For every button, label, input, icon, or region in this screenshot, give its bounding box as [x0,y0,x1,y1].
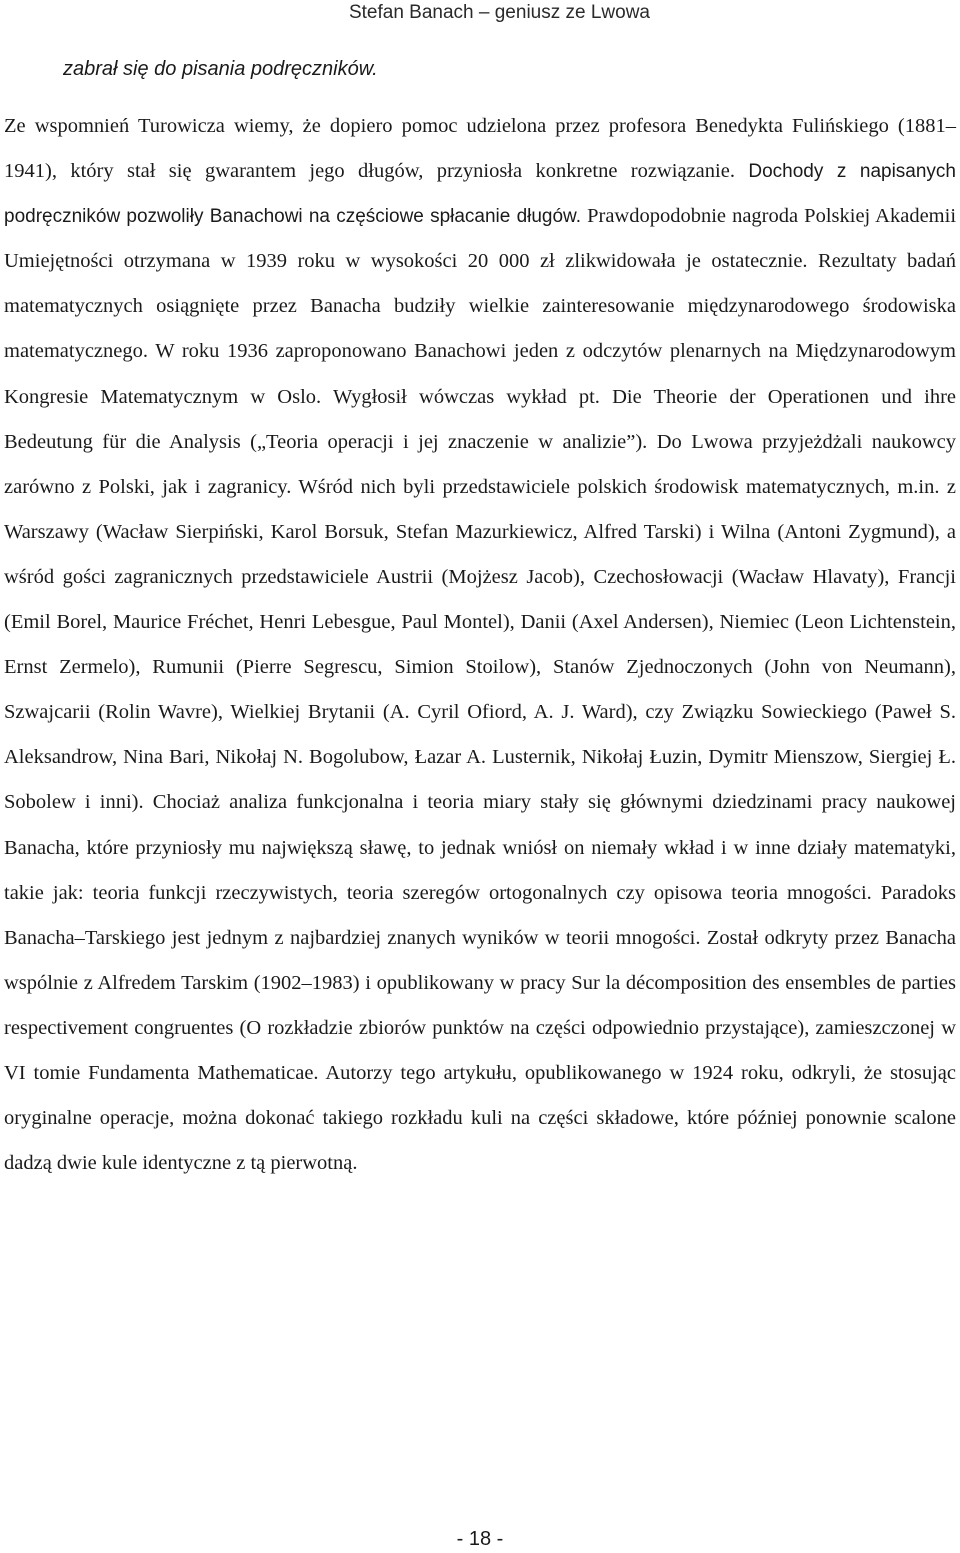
running-header: Stefan Banach – geniusz ze Lwowa [348,2,650,23]
sentence-4: Rezultaty badań matematycznych osiągnięte przez Banacha budziły wielkie zainteresowanie międzynarodowego środowiska matematycznego. [4,250,956,363]
quote-continuation: zabrał się do pisania podręczników. [63,58,378,80]
sentence-2: Dochody z napisanych podręczników pozwoliły Banachowi na częściowe spłacanie długów. [4,161,957,228]
sentence-5: W roku 1936 zaproponowano Banachowi jeden z odczytów plenarnych na Międzynarodowym Kongresie Matematycznym w Oslo. Wygłosił wówczas wykład pt. Die Theorie der Operationen und ihre Bedeutung für die Analysis („Teoria operacji i jej znaczenie w analizie”). Do Lwowa przyjeżdżali naukowcy zarówno z Polski, jak i zagranicy. Wśród nich byli przedstawiciele polskich środowisk matematycznych, m.in. z Warszawy (Wacław Sierpiński, Karol Borsuk, Stefan Mazurkiewicz, Alfred Tarski) i Wilna (Antoni Zygmund), a wśród gości zagranicznych przedstawiciele Austrii (Mojżesz Jacob), Czechosłowacji (Wacław Hlavaty), Francji (Emil Borel, Maurice Fréchet, Henri Lebesgue, Paul Montel), Danii (Axel Andersen), Niemiec (Leon Lichtenstein, Ernst Zermelo), Rumunii (Pierre Segrescu, Simion Stoilow), Stanów Zjednoczonych (John von Neumann), Szwajcarii (Rolin Wavre), Wielkiej Brytanii (A. Cyril Ofiord, A. J. Ward), czy Związku Sowieckiego (Paweł S. Aleksandrow, Nina Bari, Nikołaj N. Bogolubow, Łazar A. Lusternik, Nikołaj Łuzin, Dymitr Mienszow, Siergiej Ł. Sobolew i inni). Chociaż analiza funkcjonalna i teoria miary stały się głównymi dziedzinami pracy naukowej Banacha, które przyniosły mu największą sławę, to jednak wniósł on niemały wkład i w inne działy matematyki, takie jak: teoria funkcji rzeczywistych, teoria szeregów ortogonalnych czy opisowa teoria mnogości. Paradoks Banacha–Tarskiego jest jednym z najbardziej znanych wyników w teorii mnogości. Został odkryty przez Banacha wspólnie z Alfredem Tarskim (1902–1983) i opublikowany w pracy Sur la décomposition des ensembles de parties respectivement congruentes (O rozkładzie zbiorów punktów na części odpowiednio przystające), zamieszczonej w VI tomie Fundamenta Mathematicae. Autorzy tego artykułu, opublikowanego w 1924 roku, odkryli, że stosując oryginalne operacje, można dokonać takiego rozkładu kuli na części składowe, które później ponownie scalone dadzą dwie kule identyczne z tą pierwotną. [4,340,957,1175]
sentence-3: Prawdopodobnie nagroda Polskiej Akademii Umiejętności otrzymana w 1939 roku w wysokości 20 000 zł zlikwidowała je ostatecznie. [4,205,957,273]
page-number: - 18 - [456,1528,504,1550]
sentence-1: Ze wspomnień Turowicza wiemy, że dopiero pomoc udzielona przez profesora Benedykta Fulińskiego (1881–1941), który stał się gwarantem jego długów, przyniosła konkretne rozwiązanie. [4,115,956,183]
body-paragraph [4,104,956,1186]
